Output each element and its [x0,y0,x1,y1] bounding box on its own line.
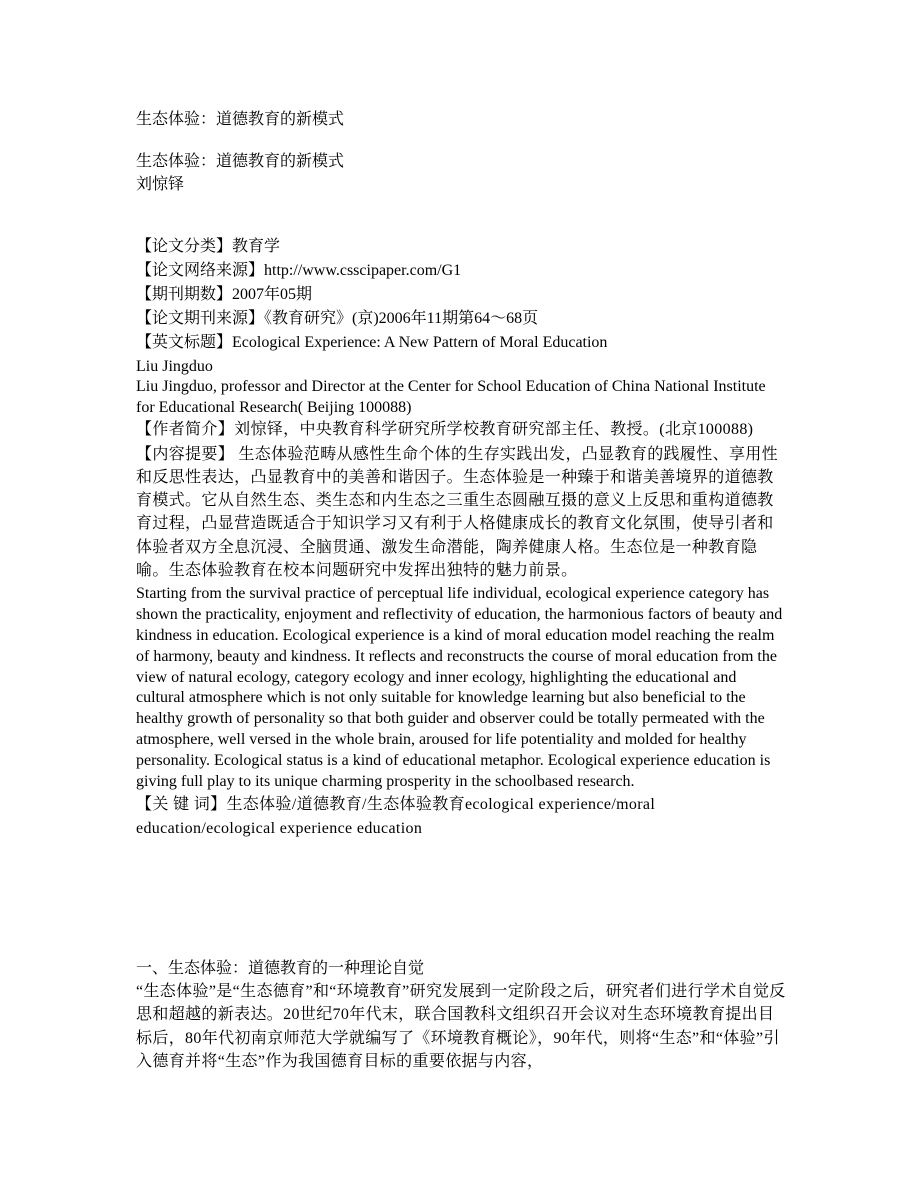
meta-keywords: 【关 键 词】生态体验/道德教育/生态体验教育ecological experience/moral education/ecological experience education [136,796,656,837]
meta-source-url: 【论文网络来源】http://www.csscipaper.com/G1 [136,262,462,279]
meta-category: 【论文分类】教育学 [136,238,281,255]
meta-issue: 【期刊期数】2007年05期 [136,286,313,303]
meta-journal-source: 【论文期刊来源】《教育研究》(京)2006年11期第64～68页 [136,310,539,327]
meta-author-bio-cn: 【作者简介】刘惊铎，中央教育科学研究所学校教育研究部主任、教授。(北京100088) [136,420,754,438]
meta-abstract-en: Starting from the survival practice of perceptual life individual, ecological experience category has shown the practicality, enjoyment and reflectivity of education, the harmonious factors of beauty and kindness in education. Ecological experience is a kind of moral education model reaching the realm of harmony, beauty and kindness. It reflects and reconstructs the course of moral education from the view of natural ecology, category ecology and inner ecology, highlighting the educational and cultural atmosphere which is not only suitable for knowledge learning but also beneficial to the healthy growth of personality so that both guider and observer could be totally permeated with the atmosphere, well versed in the whole brain, aroused for life potentiality and molded for healthy personality. Ecological status is a kind of educational metaphor. Ecological experience education is giving full play to its unique charming prosperity in the schoolbased research. [136,585,783,790]
article-title: 生态体验：道德教育的新模式 [136,151,345,170]
section-1 [136,957,796,1073]
meta-english-author: Liu Jingduo [136,358,213,375]
title-block [136,150,344,194]
document-top-title: 生态体验：道德教育的新模式 [136,109,345,128]
meta-author-bio-en: Liu Jingduo, professor and Director at the Center for School Education of China National Institute for Educational Research( Beijing 100088) [136,378,766,416]
metadata-block [136,236,796,840]
section-1-body: “生态体验”是“生态德育”和“环境教育”研究发展到一定阶段之后，研究者们进行学术自觉反思和超越的新表达。20世纪70年代末，联合国教科文组织召开会议对生态环境教育提出目标后，80年代初南京师范大学就编写了《环境教育概论》，90年代，则将“生态”和“体验”引入德育并将“生态”作为我国德育目标的重要依据与内容， [136,983,786,1070]
section-1-heading: 一、生态体验：道德教育的一种理论自觉 [136,958,425,977]
meta-abstract-cn: 【内容提要】 生态体验范畴从感性生命个体的生存实践出发，凸显教育的践履性、享用性和反思性表达，凸显教育中的美善和谐因子。生态体验是一种臻于和谐美善境界的道德教育模式。它从自然生态、类生态和内生态之三重生态圆融互摄的意义上反思和重构道德教育过程，凸显营造既适合于知识学习又有利于人格健康成长的教育文化氛围，使导引者和体验者双方全息沉浸、全脑贯通、激发生命潜能，陶养健康人格。生态位是一种教育隐喻。生态体验教育在校本问题研究中发挥出独特的魅力前景。 [136,445,779,580]
article-author: 刘惊铎 [136,174,185,193]
meta-english-title: 【英文标题】Ecological Experience: A New Pattern of Moral Education [136,334,608,351]
